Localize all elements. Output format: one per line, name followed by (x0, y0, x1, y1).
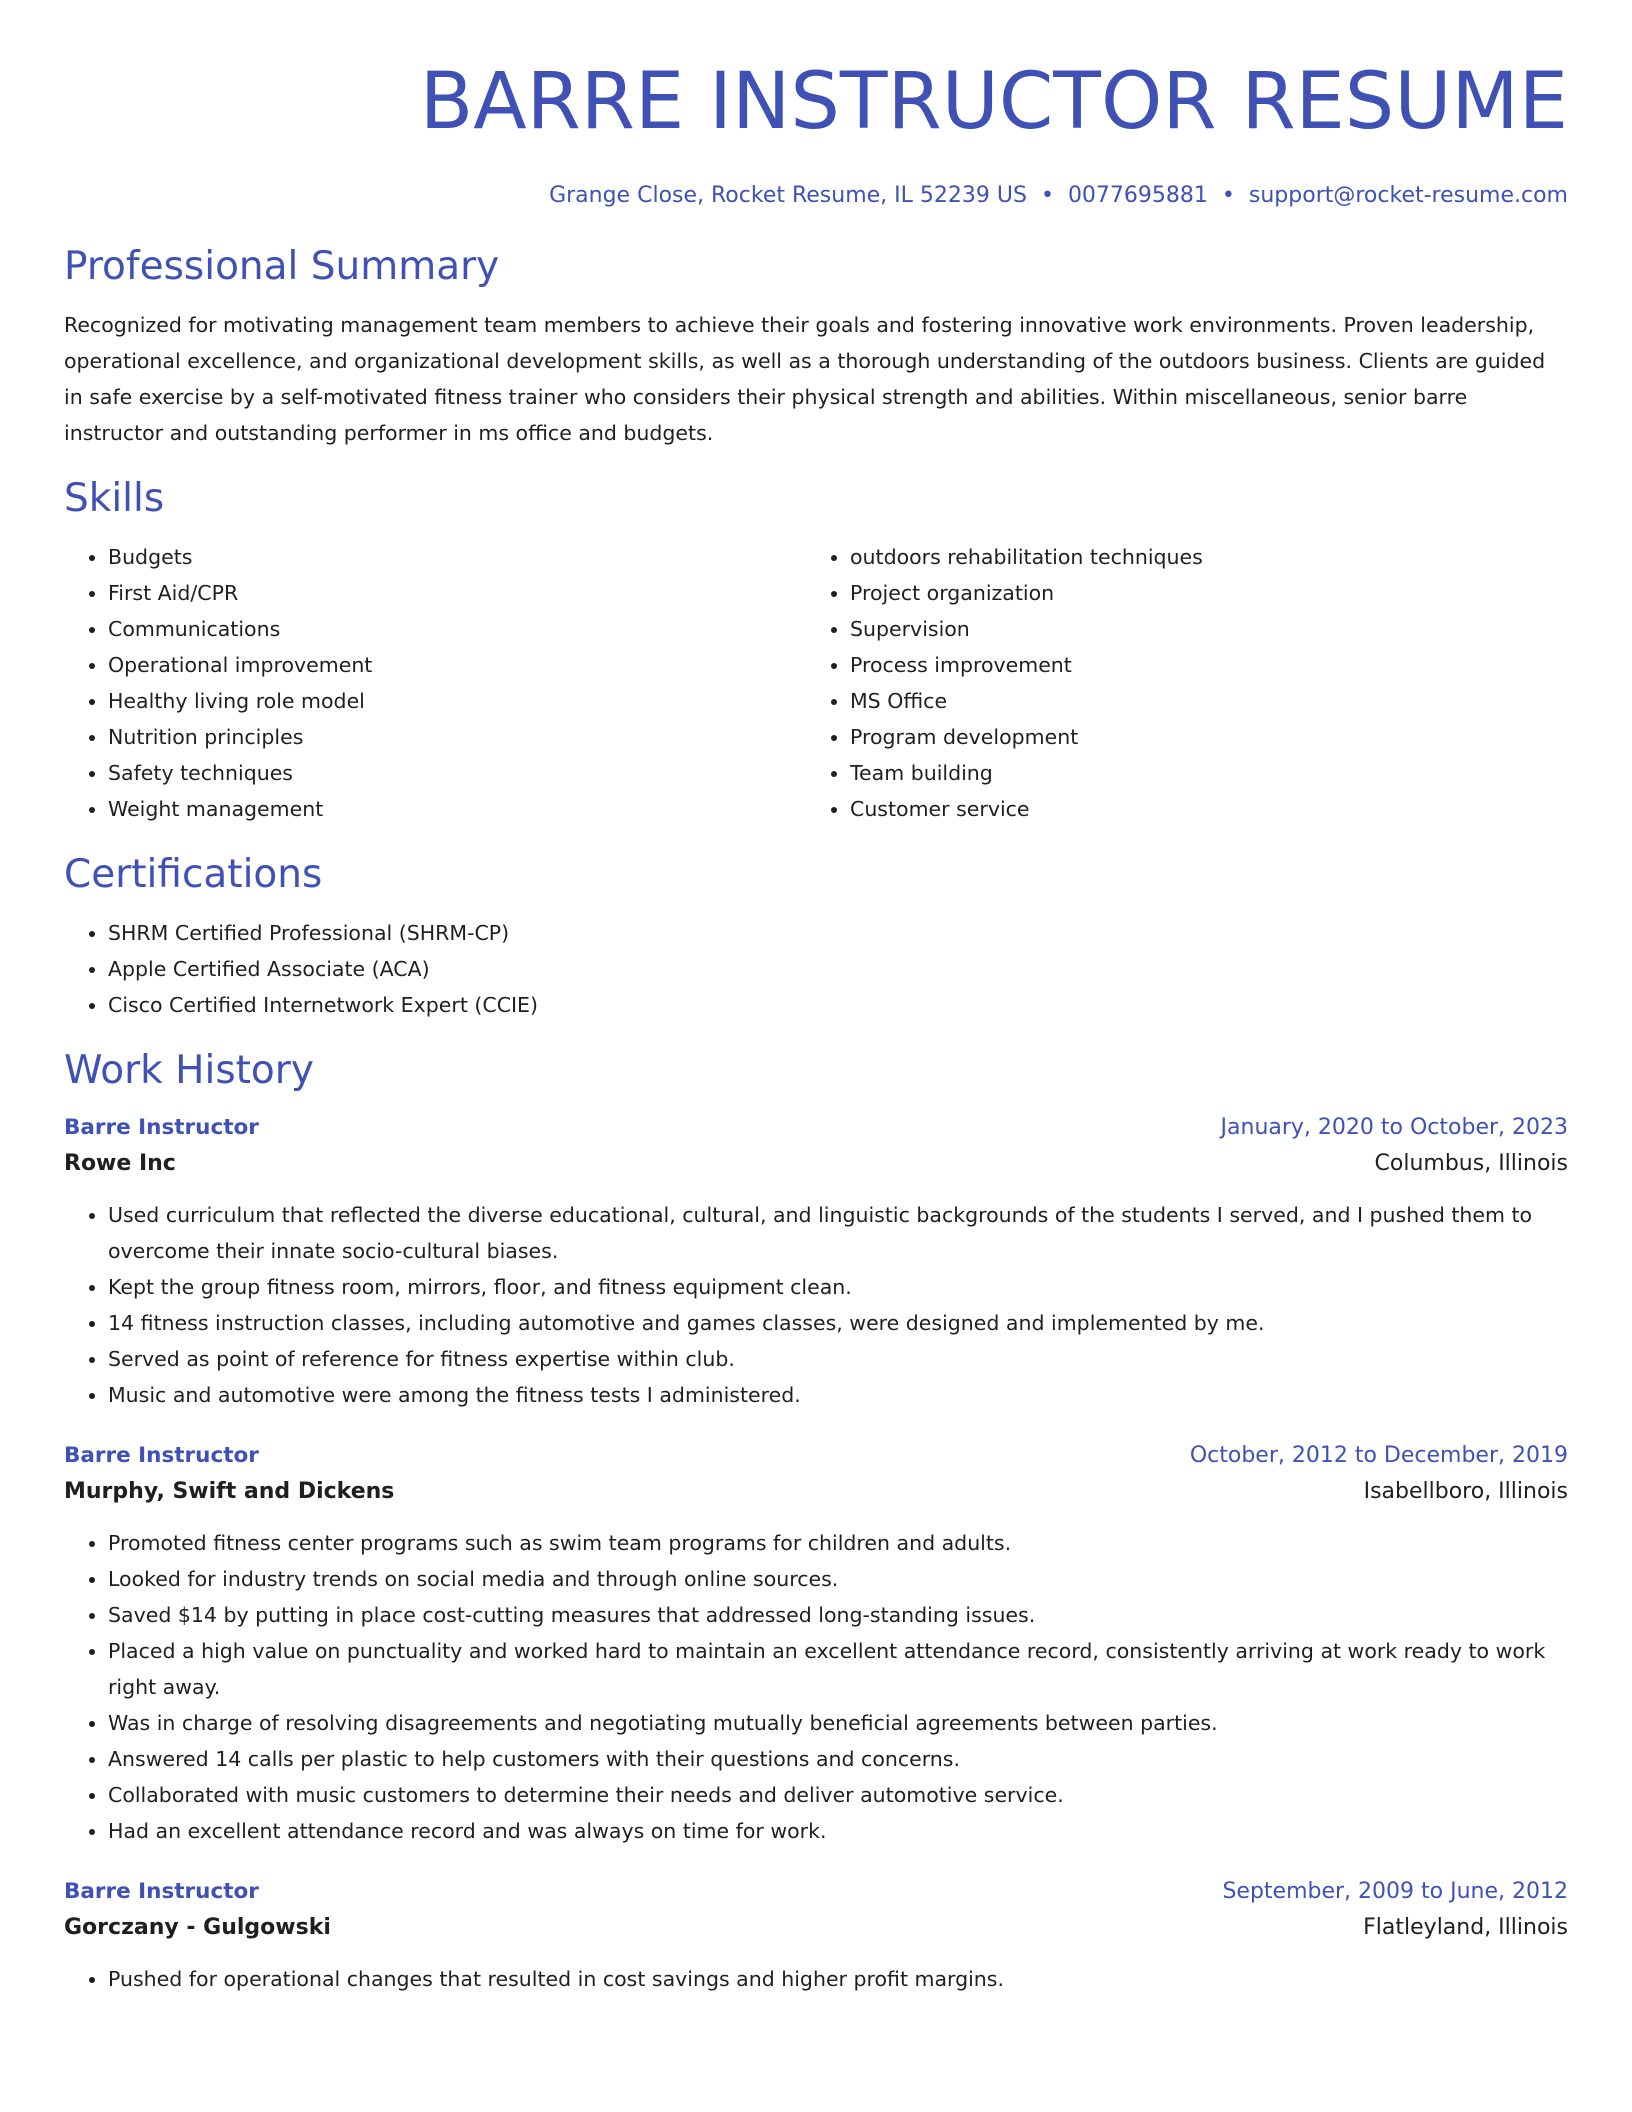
contact-separator: • (1040, 183, 1054, 208)
job-bullet: • 14 fitness instruction classes, including automotive and games classes, were designed and implemented by me. (108, 1305, 1568, 1341)
job-title: Barre Instructor (64, 1115, 259, 1140)
job-bullet: • Answered 14 calls per plastic to help customers with their questions and concerns. (108, 1741, 1568, 1777)
skills-list-left (64, 539, 806, 827)
skill-item: • Operational improvement (108, 647, 806, 683)
certification-item: • SHRM Certified Professional (SHRM-CP) (108, 915, 1568, 951)
job-bullet-list (64, 1525, 1568, 1849)
job-header (64, 1111, 1568, 1145)
skills-heading: Skills (64, 476, 165, 521)
skills-column-right (806, 539, 1548, 827)
job-dates: January, 2020 to October, 2023 (1220, 1115, 1568, 1140)
contact-phone: 0077695881 (1067, 183, 1208, 208)
job-company: Murphy, Swift and Dickens (64, 1479, 395, 1504)
skill-item: • Nutrition principles (108, 719, 806, 755)
work-history-heading: Work History (64, 1048, 314, 1093)
resume-page (64, 0, 1568, 1997)
skill-item: • First Aid/CPR (108, 575, 806, 611)
work-history-section (64, 1047, 1568, 1997)
job-bullet: • Was in charge of resolving disagreements and negotiating mutually beneficial agreements between parties. (108, 1705, 1568, 1741)
job-title: Barre Instructor (64, 1443, 259, 1468)
skills-column-left (64, 539, 806, 827)
skills-section (64, 475, 1568, 827)
job-title: Barre Instructor (64, 1879, 259, 1904)
job-header (64, 1439, 1568, 1473)
job-location: Columbus, Illinois (1374, 1151, 1568, 1176)
skill-item: • Program development (850, 719, 1548, 755)
job-bullet: • Kept the group fitness room, mirrors, floor, and fitness equipment clean. (108, 1269, 1568, 1305)
job-subheader (64, 1145, 1568, 1183)
resume-title: BARRE INSTRUCTOR RESUME (419, 57, 1568, 147)
job-bullet-list (64, 1197, 1568, 1413)
job-company: Gorczany - Gulgowski (64, 1915, 331, 1940)
skill-item: • Project organization (850, 575, 1548, 611)
skill-item: • MS Office (850, 683, 1548, 719)
job-entry (64, 1111, 1568, 1413)
job-bullet: • Used curriculum that reflected the diverse educational, cultural, and linguistic backgrounds of the students I served, and I pushed them to overcome their innate socio-cultural biases. (108, 1197, 1568, 1269)
summary-text: Recognized for motivating management team members to achieve their goals and fostering innovative work environments. Proven leadership, operational excellence, and organizational development skills, as well as a thorough understanding of the outdoors business. Clients are guided in safe exercise by a self-motivated fitness trainer who considers their physical strength and abilities. Within miscellaneous, senior barre instructor and outstanding performer in ms office and budgets. (64, 313, 1546, 445)
job-location: Isabellboro, Illinois (1363, 1479, 1568, 1504)
job-subheader (64, 1909, 1568, 1947)
job-entry (64, 1439, 1568, 1849)
job-list (64, 1111, 1568, 1997)
summary-section (64, 243, 1568, 451)
job-bullet: • Pushed for operational changes that resulted in cost savings and higher profit margins. (108, 1961, 1568, 1997)
certifications-heading: Certifications (64, 852, 323, 897)
job-bullet: • Music and automotive were among the fitness tests I administered. (108, 1377, 1568, 1413)
certifications-section (64, 851, 1568, 1023)
job-company: Rowe Inc (64, 1151, 176, 1176)
job-bullet: • Looked for industry trends on social media and through online sources. (108, 1561, 1568, 1597)
job-location: Flatleyland, Illinois (1363, 1915, 1568, 1940)
skill-item: • Customer service (850, 791, 1548, 827)
job-bullet: • Collaborated with music customers to determine their needs and deliver automotive service. (108, 1777, 1568, 1813)
job-subheader (64, 1473, 1568, 1511)
skill-item: • Team building (850, 755, 1548, 791)
job-bullet: • Placed a high value on punctuality and worked hard to maintain an excellent attendance record, consistently arriving at work ready to work right away. (108, 1633, 1568, 1705)
skills-list-right (806, 539, 1548, 827)
contact-address: Grange Close, Rocket Resume, IL 52239 US (549, 183, 1027, 208)
skills-grid (64, 539, 1568, 827)
contact-separator: • (1221, 183, 1235, 208)
contact-line (64, 181, 1568, 211)
job-bullet: • Served as point of reference for fitness expertise within club. (108, 1341, 1568, 1377)
skill-item: • Process improvement (850, 647, 1548, 683)
skill-item: • Communications (108, 611, 806, 647)
certifications-list (64, 915, 1568, 1023)
skill-item: • outdoors rehabilitation techniques (850, 539, 1548, 575)
summary-heading: Professional Summary (64, 244, 500, 289)
job-dates: October, 2012 to December, 2019 (1189, 1443, 1568, 1468)
skill-item: • Healthy living role model (108, 683, 806, 719)
job-bullet: • Saved $14 by putting in place cost-cutting measures that addressed long-standing issues. (108, 1597, 1568, 1633)
certification-item: • Apple Certified Associate (ACA) (108, 951, 1568, 987)
job-dates: September, 2009 to June, 2012 (1222, 1879, 1568, 1904)
skill-item: • Budgets (108, 539, 806, 575)
skill-item: • Supervision (850, 611, 1548, 647)
job-entry (64, 1875, 1568, 1997)
job-header (64, 1875, 1568, 1909)
job-bullet: • Had an excellent attendance record and was always on time for work. (108, 1813, 1568, 1849)
job-bullet-list (64, 1961, 1568, 1997)
skill-item: • Safety techniques (108, 755, 806, 791)
contact-email[interactable]: support@rocket-resume.com (1248, 183, 1568, 208)
job-bullet: • Promoted fitness center programs such as swim team programs for children and adults. (108, 1525, 1568, 1561)
certification-item: • Cisco Certified Internetwork Expert (CCIE) (108, 987, 1568, 1023)
skill-item: • Weight management (108, 791, 806, 827)
